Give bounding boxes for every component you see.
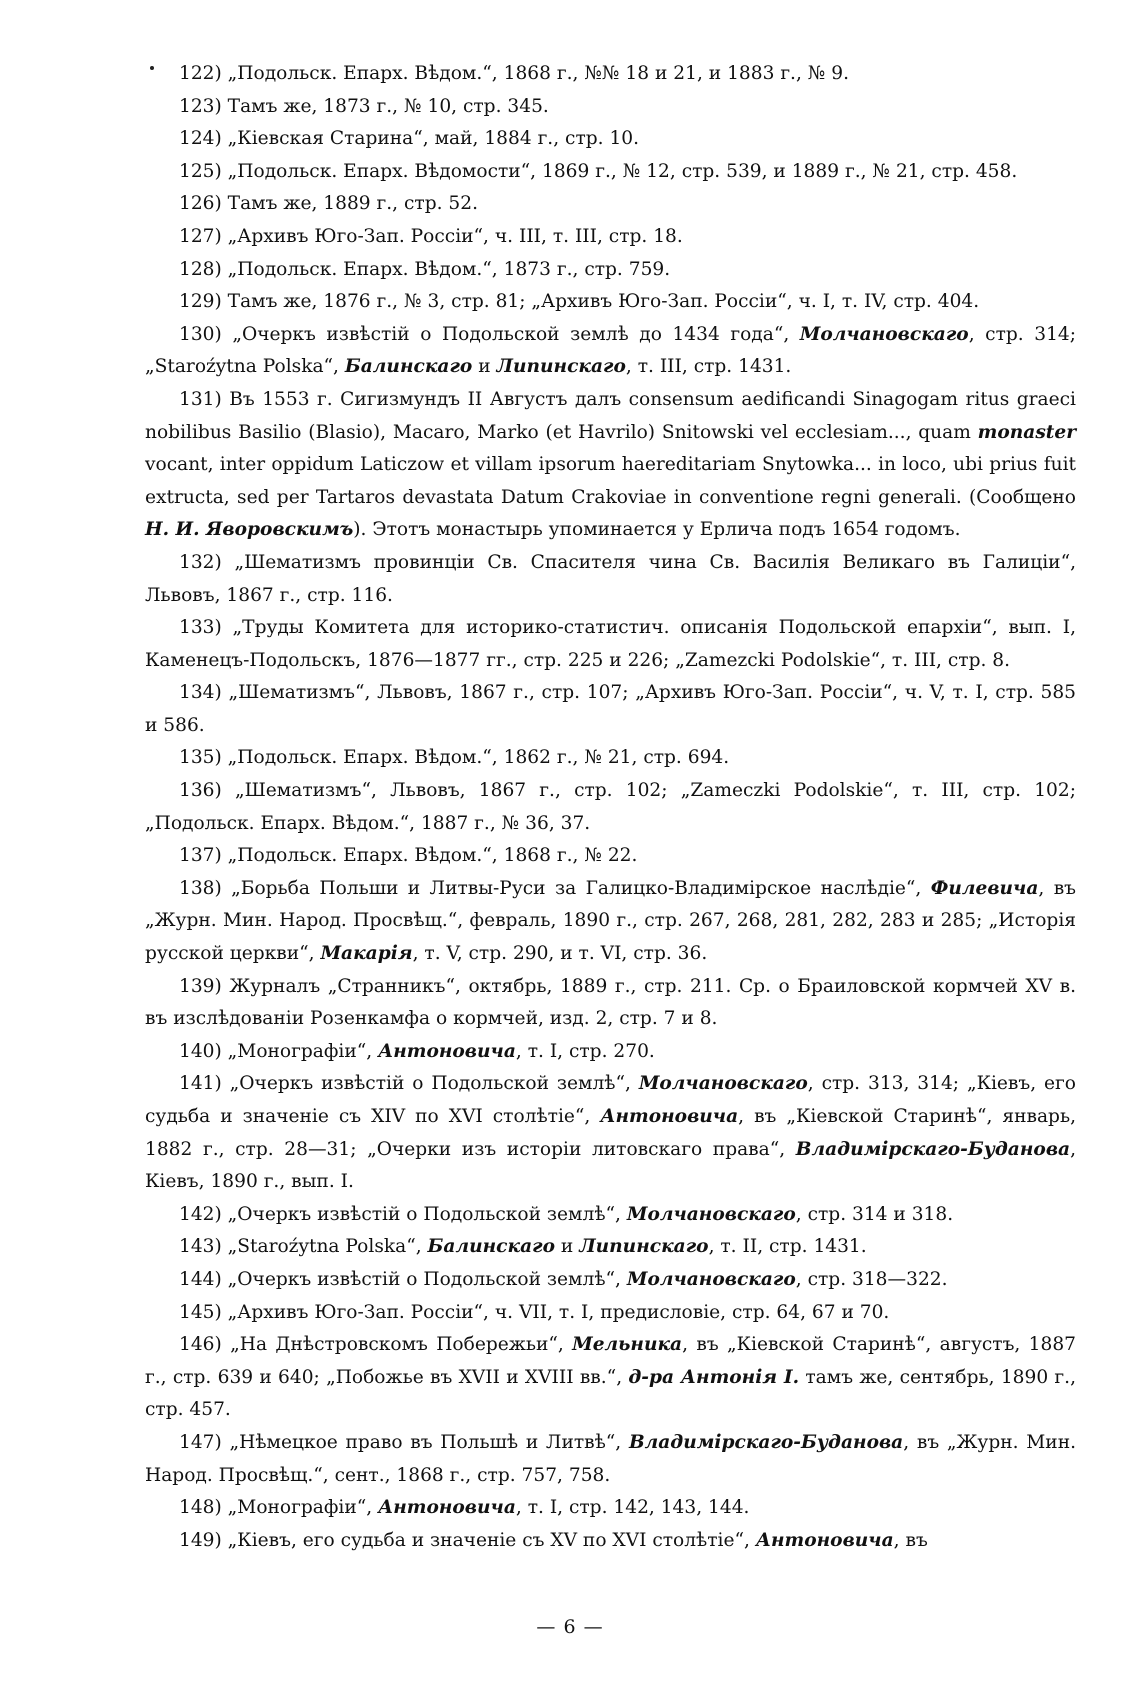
footnote-author-name: Мельника: [572, 1334, 683, 1356]
footnote-author-name: Липинскаго: [579, 1236, 709, 1258]
footnote: [145, 156, 1076, 189]
footnote-number: 135): [179, 747, 222, 769]
footnote-text: , т. II, стр. 1431.: [708, 1236, 867, 1258]
footnote-author-name: Молчановскаго: [626, 1268, 796, 1290]
footnote-text: „Шематизмъ провинціи Св. Спасителя чина Св. Василія Великаго въ Галиціи“, Львовъ, 1867 г., стр. 116.: [145, 551, 1076, 606]
footnote-number: 145): [179, 1301, 222, 1323]
footnote: [145, 840, 1076, 873]
footnote-text: Журналъ „Странникъ“, октябрь, 1889 г., стр. 211. Ср. о Браиловской кормчей XV в. въ изслѣдованіи Розенкамфа о кормчей, изд. 2, стр. 7 и 8.: [145, 975, 1076, 1030]
footnote-text: , стр. 313, 314; „Кіевъ, его судьба и значеніе съ XIV по XVI столѣтіе“,: [145, 1073, 1076, 1127]
footnote-text: , въ: [893, 1529, 928, 1551]
footnote: [145, 971, 1076, 1036]
footnote-text: „Подольск. Епарх. Вѣдом.“, 1873 г., стр. 759.: [227, 258, 671, 280]
footnote-text: и: [472, 356, 497, 378]
footnote-author-name: Молчановскаго: [799, 323, 969, 345]
footnote: [145, 1231, 1076, 1264]
footnote-text: „Шематизмъ“, Львовъ, 1867 г., стр. 107; „Архивъ Юго-Зап. Россіи“, ч. V, т. I, стр. 585 и 586.: [145, 682, 1076, 736]
footnote: [145, 547, 1076, 612]
footnote-text: Тамъ же, 1876 г., № 3, стр. 81; „Архивъ Юго-Зап. Россіи“, ч. I, т. IV, стр. 404.: [227, 291, 980, 313]
footnote-number: 138): [179, 877, 222, 899]
footnote: [145, 319, 1076, 384]
footnote-number: 148): [179, 1497, 222, 1519]
footnote-number: 131): [179, 388, 222, 410]
footnote: [145, 1068, 1076, 1198]
footnote-text: Тамъ же, 1889 г., стр. 52.: [227, 193, 478, 215]
footnote-number: 134): [179, 682, 222, 704]
footnote-text: , стр. 314 и 318.: [795, 1203, 954, 1225]
footnote-text: ). Этотъ монастырь упоминается у Ерлича подъ 1654 годомъ.: [353, 519, 961, 541]
footnote-text: „Очеркъ извѣстій о Подольской землѣ“,: [227, 1268, 627, 1290]
footnote-text: тамъ же, сентябрь, 1890 г., стр. 457.: [145, 1366, 1076, 1421]
footnote-text: Въ 1553 г. Сигизмундъ II Августъ далъ consensum aedificandi Sinagogam ritus graeci nobilibus Basilio (Blasio), Macaro, Marko (et Havrilo) Snitowski vel ecclesiam..., quam: [145, 388, 1076, 443]
footnote-number: 132): [179, 551, 222, 573]
footnote-text: , въ „Журн. Мин. Народ. Просвѣщ.“, февраль, 1890 г., стр. 267, 268, 281, 282, 283 и 285; „Исторія русской церкви“,: [145, 877, 1076, 965]
footnote-text: „Труды Комитета для историко-статистич. описанія Подольской епархіи“, вып. I, Каменецъ-Подольскъ, 1876—1877 гг., стр. 225 и 226; „Zamezcki Podolskie“, т. III, стр. 8.: [145, 617, 1076, 671]
footnote-author-name: Молчановскаго: [638, 1073, 808, 1095]
footnote: [145, 1264, 1076, 1297]
stray-dot: [150, 66, 154, 70]
footnote: [145, 1329, 1076, 1427]
footnote-number: 124): [179, 128, 222, 150]
footnote: [145, 742, 1076, 775]
footnote-number: 140): [179, 1040, 222, 1062]
footnote-number: 130): [179, 323, 222, 345]
footnote-text: , т. I, стр. 270.: [515, 1040, 655, 1062]
footnote-text: vocant, inter oppidum Laticzow et villam ipsorum haereditariam Snytowka... in loco, ubi prius fuit extructa, sed per Tartaros devastata Datum Crakoviae in conventione regni generali. (Сообщено: [145, 454, 1076, 508]
footnote-text: „Очеркъ извѣстій о Подольской землѣ“,: [229, 1073, 639, 1095]
footnote-text: Тамъ же, 1873 г., № 10, стр. 345.: [227, 95, 549, 117]
footnote-number: 136): [179, 780, 222, 802]
footnote-number: 142): [179, 1203, 222, 1225]
footnote: [145, 1525, 1076, 1558]
footnote-text: „Подольск. Епарх. Вѣдом.“, 1868 г., №№ 18 и 21, и 1883 г., № 9.: [227, 63, 850, 84]
footnote-author-name: Липинскаго: [496, 356, 626, 378]
footnote-number: 141): [179, 1073, 222, 1095]
footnote-number: 137): [179, 845, 222, 867]
footnote-text: „Подольск. Епарх. Вѣдом.“, 1862 г., № 21, стр. 694.: [227, 747, 730, 769]
footnote-number: 144): [179, 1268, 222, 1290]
footnote-text: , въ „Журн. Мин. Народ. Просвѣщ.“, сент., 1868 г., стр. 757, 758.: [145, 1431, 1076, 1486]
footnote-text: „Подольск. Епарх. Вѣдомости“, 1869 г., № 12, стр. 539, и 1889 г., № 21, стр. 458.: [227, 160, 1018, 182]
footnote: [145, 188, 1076, 221]
footnote-author-name: Филевича: [930, 877, 1039, 899]
footnote-author-name: Антоновича: [378, 1040, 516, 1062]
footnote: [145, 1427, 1076, 1492]
footnote-text: , въ „Кіевской Старинѣ“, августъ, 1887 г., стр. 639 и 640; „Побожье въ XVII и XVIII вв.“,: [145, 1334, 1076, 1388]
footnote: [145, 1036, 1076, 1069]
footnote-author-name: monaster: [977, 421, 1076, 443]
footnote-author-name: Н. И. Яворовскимъ: [145, 519, 354, 541]
footnote-number: 147): [179, 1431, 222, 1453]
footnote-text: „Кіевская Старина“, май, 1884 г., стр. 10.: [227, 128, 640, 150]
footnote-number: 126): [179, 193, 222, 215]
footnote-number: 125): [179, 160, 222, 182]
footnote-text: , т. I, стр. 142, 143, 144.: [515, 1497, 750, 1519]
footnote: [145, 873, 1076, 971]
footnote-text: , стр. 318—322.: [795, 1268, 948, 1290]
footnote-author-name: Макарія: [320, 943, 413, 965]
footnote-text: и: [554, 1236, 580, 1258]
footnote-text: „Staroźytna Polska“,: [227, 1236, 428, 1258]
footnote-text: „Монографіи“,: [227, 1497, 379, 1519]
footnote-text: „Нѣмецкое право въ Польшѣ и Литвѣ“,: [229, 1431, 629, 1453]
footnote-author-name: Антоновича: [755, 1529, 894, 1551]
footnote-number: 122): [179, 63, 222, 84]
footnote: [145, 254, 1076, 287]
footnote-text: „Архивъ Юго-Зап. Россіи“, ч. III, т. III, стр. 18.: [227, 225, 683, 247]
footnote-author-name: Владимірскаго-Буданова: [628, 1431, 904, 1453]
footnote-text: „Очеркъ извѣстій о Подольской землѣ“,: [227, 1203, 627, 1225]
footnote-author-name: Владимірскаго-Буданова: [795, 1138, 1071, 1160]
footnote: [145, 221, 1076, 254]
footnote-number: 129): [179, 291, 222, 313]
footnote-author-name: Антоновича: [600, 1106, 739, 1127]
footnote-text: , стр. 314; „Staroźytna Polska“,: [145, 323, 1076, 378]
footnote-number: 149): [179, 1529, 222, 1551]
footnote: [145, 91, 1076, 124]
footnote-text: „Шематизмъ“, Львовъ, 1867 г., стр. 102; „Zameczki Podolskie“, т. III, стр. 102; „Подольск. Епарх. Вѣдом.“, 1887 г., № 36, 37.: [145, 780, 1076, 834]
footnote-text: „Архивъ Юго-Зап. Россіи“, ч. VII, т. I, предисловіе, стр. 64, 67 и 70.: [227, 1301, 890, 1323]
footnote-text: „На Днѣстровскомъ Побережьи“,: [230, 1334, 573, 1356]
footnote: [145, 677, 1076, 742]
footnote-text: „Очеркъ извѣстій о Подольской землѣ до 1434 года“,: [232, 323, 800, 345]
footnote-author-name: Балинскаго: [427, 1236, 555, 1258]
page-number: — 6 —: [536, 1616, 604, 1638]
footnote-text: „Подольск. Епарх. Вѣдом.“, 1868 г., № 22.: [227, 845, 638, 867]
footnote-number: 133): [179, 617, 222, 639]
footnote-text: „Монографіи“,: [227, 1040, 379, 1062]
footnote-list: [145, 58, 1076, 1557]
footnote: [145, 123, 1076, 156]
footnote: [145, 1492, 1076, 1525]
footnote-author-name: Балинскаго: [344, 356, 473, 378]
footnote-number: 146): [179, 1334, 222, 1356]
footnote-text: , т. V, стр. 290, и т. VI, стр. 36.: [412, 943, 708, 965]
footnote-number: 139): [179, 975, 222, 997]
footnote-number: 143): [179, 1236, 222, 1258]
footnote-author-name: д-ра Антонія І.: [628, 1366, 800, 1388]
footnote: [145, 612, 1076, 677]
footnote: [145, 58, 1076, 91]
footnote: [145, 775, 1076, 840]
footnote-text: „Кіевъ, его судьба и значеніе съ XV по XVI столѣтіе“,: [227, 1529, 756, 1551]
footnote-text: , въ „Кіевской Старинѣ“, январь, 1882 г., стр. 28—31; „Очерки изъ исторіи литовскаго права“,: [145, 1106, 1076, 1160]
footnote: [145, 1199, 1076, 1232]
footnote: [145, 384, 1076, 547]
footnote: [145, 286, 1076, 319]
footnote-text: , Кіевъ, 1890 г., вып. I.: [145, 1138, 1076, 1193]
footnote-author-name: Антоновича: [378, 1497, 516, 1519]
footnote: [145, 1297, 1076, 1330]
footnote-number: 123): [179, 95, 222, 117]
footnote-author-name: Молчановскаго: [626, 1203, 796, 1225]
footnote-number: 128): [179, 258, 222, 280]
footnote-number: 127): [179, 225, 222, 247]
footnote-text: , т. III, стр. 1431.: [625, 356, 792, 378]
footnote-text: „Борьба Польши и Литвы-Руси за Галицко-Владимірское наслѣдіе“,: [231, 877, 931, 899]
